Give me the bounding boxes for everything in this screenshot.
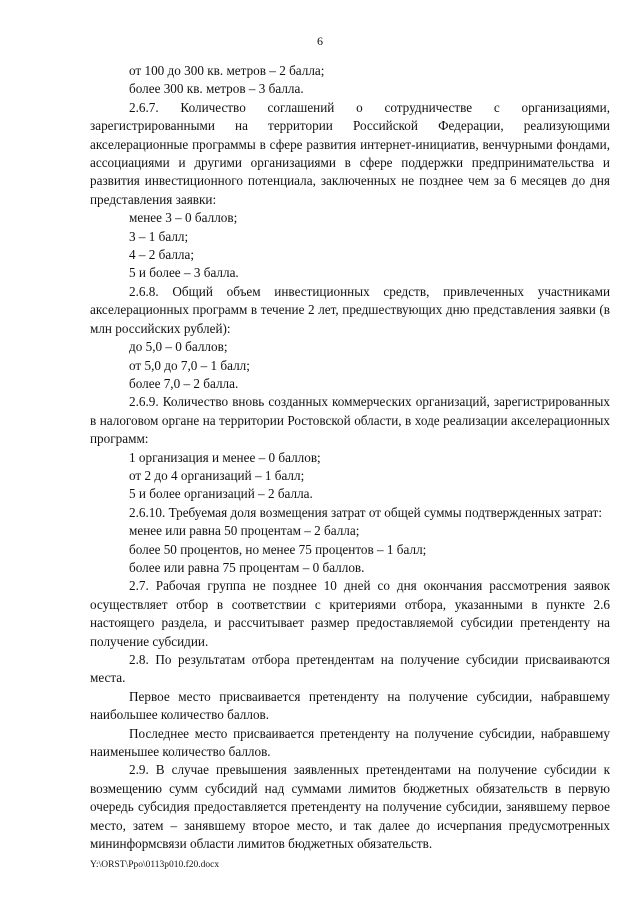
list-line: менее или равна 50 процентам – 2 балла; <box>129 523 360 539</box>
list-line: более 7,0 – 2 балла. <box>129 375 239 391</box>
list-line: 3 – 1 балл; <box>129 228 189 244</box>
page-number: 6 <box>317 34 323 48</box>
paragraph: 2.7. Рабочая группа не позднее 10 дней со дня окончания рассмотрения заявок осуществляет отбор в соответствии с критериями отбора, указанными в пункте 2.6 настоящего раздела, и рассчитывает размер предоставляемой субсидии претенденту на получение субсидии. <box>90 578 610 649</box>
paragraph: 2.6.10. Требуемая доля возмещения затрат от общей суммы подтвержденных затрат: <box>129 504 602 520</box>
paragraph: 2.6.8. Общий объем инвестиционных средств, привлеченных участниками акселерационных программ в течение 2 лет, предшествующих дню представления заявки (в млн российских рублей): <box>90 283 610 336</box>
list-line: от 100 до 300 кв. метров – 2 балла; <box>129 63 325 78</box>
paragraph: Первое место присваивается претенденту на получение субсидии, набравшему наибольшее количество баллов. <box>90 688 610 723</box>
list-line: более 50 процентов, но менее 75 процентов – 1 балл; <box>129 541 427 557</box>
paragraph: 2.6.9. Количество вновь созданных коммерческих организаций, зарегистрированных в налоговом органе на территории Ростовской области, в ходе реализации акселерационных программ: <box>90 394 610 447</box>
list-line: менее 3 – 0 баллов; <box>129 210 238 226</box>
list-line: более 300 кв. метров – 3 балла. <box>129 81 304 97</box>
footer-file-path: Y:\ORST\Ppo\0113p010.f20.docx <box>90 860 220 870</box>
paragraph: Последнее место присваивается претенденту на получение субсидии, набравшему наименьшее количество баллов. <box>90 725 610 760</box>
list-line: до 5,0 – 0 баллов; <box>129 339 228 355</box>
list-line: 4 – 2 балла; <box>129 247 195 263</box>
list-line: более или равна 75 процентам – 0 баллов. <box>129 559 365 575</box>
paragraph: 2.9. В случае превышения заявленных претендентами на получение субсидии к возмещению сумм субсидий над суммами лимитов бюджетных обязательств в первую очередь субсидия предоставляется претенденту на получение субсидии, занявшему первое место, затем – занявшему второе место, и так далее до исчерпания предусмотренных мининформсвязи области лимитов бюджетных обязательств. <box>90 762 610 852</box>
list-line: 5 и более организаций – 2 балла. <box>129 486 313 502</box>
paragraph: 2.8. По результатам отбора претендентам на получение субсидии присваиваются места. <box>90 652 610 686</box>
list-line: 1 организация и менее – 0 баллов; <box>129 449 321 465</box>
paragraph: 2.6.7. Количество соглашений о сотрудничестве с организациями, зарегистрированными на территории Российской Федерации, реализующими акселерационные программы в сфере развития интернет-инициатив, венчурными фондами, ассоциациями и другими организациями в сфере поддержки предпринимательства и развития инвестиционного потенциала, заключенных не позднее чем за 6 месяцев до дня представления заявки: <box>90 99 610 207</box>
list-line: от 5,0 до 7,0 – 1 балл; <box>129 357 250 373</box>
document-body <box>90 62 610 853</box>
list-line: 5 и более – 3 балла. <box>129 265 239 281</box>
list-line: от 2 до 4 организаций – 1 балл; <box>129 467 305 483</box>
